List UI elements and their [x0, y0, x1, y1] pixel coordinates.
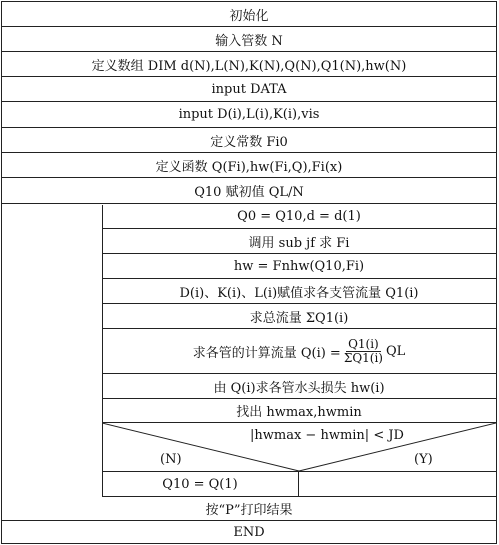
step-total-flow: 求总流量 ΣQ1(i)	[102, 304, 496, 329]
yes-branch-empty	[299, 472, 496, 497]
step-input-n: 输入管数 N	[2, 27, 496, 52]
step-dim: 定义数组 DIM d(N),L(N),K(N),Q(N),Q1(N),hw(N)	[2, 52, 496, 77]
decision-block	[102, 423, 496, 472]
decision-no-label: (N)	[160, 452, 182, 467]
decision-condition: |hwmax − hwmin| < JD	[250, 428, 404, 443]
step-calc-flow	[102, 329, 496, 374]
step-input-dlk: input D(i),L(i),K(i),vis	[2, 102, 496, 128]
step-q0: Q0 = Q10,d = d(1)	[102, 204, 496, 229]
step-end: END	[233, 524, 265, 540]
decision-yes-label: (Y)	[414, 452, 433, 467]
step-branch-flow: D(i)、K(i)、L(i)赋值求各支管流量 Q1(i)	[102, 279, 496, 304]
calc-denominator: ΣQ1(i)	[343, 350, 383, 365]
step-find: 找出 hwmax,hwmin	[102, 399, 496, 423]
calc-prefix: 求各管的计算流量 Q(i) =	[192, 345, 341, 361]
step-q10: Q10 赋初值 QL/N	[2, 178, 496, 204]
calc-fraction	[342, 338, 385, 365]
step-head-loss: 由 Q(i)求各管水头损失 hw(i)	[102, 374, 496, 399]
step-functions: 定义函数 Q(Fi),hw(Fi,Q),Fi(x)	[2, 153, 496, 178]
step-hw: hw = Fnhw(Q10,Fi)	[102, 254, 496, 279]
step-input-data: input DATA	[2, 77, 496, 102]
step-init: 初始化	[2, 2, 496, 27]
step-call-sub: 调用 sub jf 求 Fi	[102, 229, 496, 254]
calc-suffix: QL	[386, 343, 406, 359]
step-print: 按“P”打印结果	[2, 497, 496, 521]
step-update-q10: Q10 = Q(1)	[102, 472, 299, 497]
calc-numerator: Q1(i)	[348, 336, 379, 351]
step-fi0: 定义常数 Fi0	[2, 128, 496, 153]
nassi-shneiderman-flowchart	[1, 1, 497, 544]
